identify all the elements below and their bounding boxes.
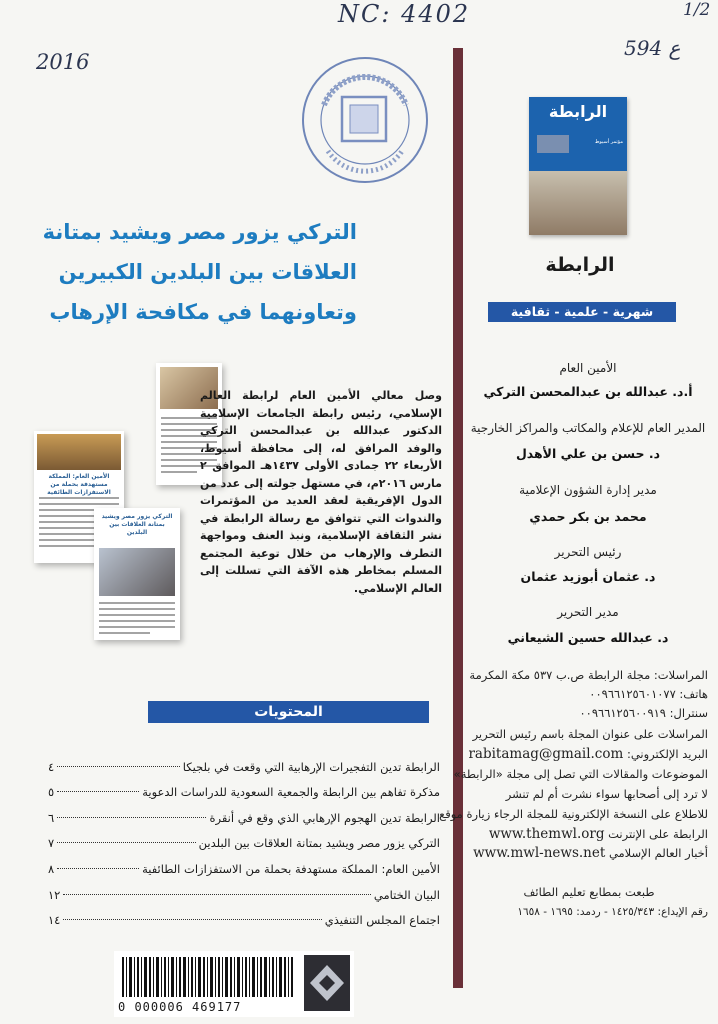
reference-number-annotation: 594 ع: [624, 36, 681, 60]
email-link[interactable]: rabitamag@gmail.com: [468, 746, 624, 762]
staff-role: مدير إدارة الشؤون الإعلامية: [519, 483, 657, 497]
contact-note: للاطلاع على النسخة الإلكترونية للمجلة الرجاء زيارة موقع: [439, 807, 708, 821]
contents-item[interactable]: [48, 799, 440, 825]
contents-item-title: مذكرة تفاهم بين الرابطة والجمعية السعودية للدراسات الدعوية: [142, 785, 440, 800]
headline-line: وتعاونهما في مكافحة الإرهاب: [49, 300, 357, 324]
thumbnail-photo: [99, 548, 175, 596]
staff-name: د. حسن بن علي الأهدل: [515, 446, 661, 461]
magazine-cover[interactable]: [529, 97, 627, 235]
staff-role: المدير العام للإعلام والمكاتب والمراكز الخارجية: [470, 421, 706, 435]
contents-item[interactable]: [48, 825, 440, 851]
thumbnail-caption: التركي يزور مصر ويشيد بمتانة العلاقات بين البلدين: [101, 513, 173, 536]
contents-item[interactable]: [48, 902, 440, 928]
website-label: الرابطة على الإنترنت: [608, 827, 708, 841]
deposit-number: رقم الإيداع: ١٤٢٥/٣٤٣ - ردمد: ١٦٩٥ - ١٦٥٨: [517, 906, 708, 918]
year-annotation: 2016: [36, 50, 90, 74]
contents-item-page: ٥: [48, 785, 55, 800]
barcode-number: 0 000006 469177: [118, 1000, 242, 1014]
magazine-name: الرابطة: [545, 254, 615, 276]
thumbnail-photo: [37, 434, 121, 470]
contents-item[interactable]: [48, 774, 440, 800]
page-fraction-annotation: 1/2: [683, 0, 711, 20]
library-stamp: [298, 53, 432, 187]
article-thumbnail-3: [94, 508, 180, 640]
email-label: البريد الإلكتروني:: [626, 747, 708, 761]
staff-role: رئيس التحرير: [554, 545, 622, 559]
contact-note: الموضوعات والمقالات التي تصل إلى مجلة «الرابطة»: [453, 767, 708, 781]
contents-item-title: البيان الختامي: [373, 887, 440, 902]
cover-title: الرابطة: [548, 102, 608, 121]
contents-item-title: الرابطة تدين الهجوم الإرهابي الذي وقع في أنقرة: [209, 810, 440, 825]
website-label: أخبار العالم الإسلامي: [608, 846, 708, 860]
barcode: [114, 951, 354, 1017]
staff-name: د. عثمان أبوزيد عثمان: [520, 569, 656, 584]
contents-item-page: ١٤: [48, 913, 61, 928]
staff-name: د. عبدالله حسين الشيعاني: [507, 630, 669, 645]
contents-item[interactable]: [48, 748, 440, 774]
printer-info: طبعت بمطابع تعليم الطائف: [523, 885, 655, 899]
contents-item-page: ٨: [48, 861, 55, 876]
contents-list: [48, 748, 440, 927]
contents-item[interactable]: [48, 850, 440, 876]
staff-role: مدير التحرير: [557, 605, 619, 619]
staff-name: أ.د. عبدالله بن عبدالمحسن التركي: [483, 384, 693, 399]
contact-website-row: [470, 845, 708, 861]
headline-line: التركي يزور مصر ويشيد بمتانة: [42, 220, 357, 244]
contents-header: المحتويات: [148, 701, 429, 723]
website-link[interactable]: www.mwl-news.net: [473, 845, 606, 861]
headline-line: العلاقات بين البلدين الكبيرين: [58, 260, 357, 284]
cover-caption: مؤتمر أسيوط: [594, 139, 623, 145]
contents-item-page: ٦: [48, 810, 55, 825]
article-headline: [12, 212, 357, 332]
contact-fax: سنترال: ٠٠٩٦٦١٢٥٦٠٠٩١٩: [579, 706, 708, 720]
contents-item-page: ١٢: [48, 887, 61, 902]
staff-name: محمد بن بكر حمدي: [529, 509, 647, 524]
website-link[interactable]: www.themwl.org: [488, 826, 605, 842]
contents-item-title: اجتماع المجلس التنفيذي: [324, 913, 440, 928]
thumbnail-caption: الأمين العام: المملكة مستهدفة بحملة من الاستفزازات الطائفية: [47, 473, 111, 496]
contents-item-page: ٧: [48, 836, 55, 851]
contents-item-page: ٤: [48, 759, 55, 774]
contents-item-title: الأمين العام: المملكة مستهدفة بحملة من الاستفزازات الطائفية: [142, 861, 440, 876]
staff-role: الأمين العام: [559, 361, 617, 375]
contact-email-row: [470, 746, 708, 762]
contact-editor-note: المراسلات على عنوان المجلة باسم رئيس التحرير: [472, 727, 708, 741]
magazine-subtitle: شهرية - علمية - ثقافية: [488, 302, 676, 322]
contents-item[interactable]: [48, 876, 440, 902]
article-intro-text: وصل معالي الأمين العام لرابطة العالم الإسلامي، رئيس رابطة الجامعات الإسلامية الدكتور عبدالله بن عبدالمحسن التركي والوفد المرافق له، إلى محافظة أسيوط، الأربعاء ٢٢ جمادى الأولى ١٤٣٧هـ الموافق ٢ مارس ٢٠١٦م، في مستهل جولته إلى عدد من الدول الإفريقية لعقد العديد من المؤتمرات والندوات التي تتوافق مع رسالة الرابطة في نشر الثقافة الإسلامية، ونبذ العنف ومواجهة التطرف والإرهاب من خلال توعية المجتمع المسلم بمخاطر هذه الآفة التي تسللت إلى العالم الإسلامي.: [200, 389, 442, 595]
contents-item-title: الرابطة تدين التفجيرات الإرهابية التي وقعت في بلجيكا: [182, 759, 440, 774]
column-divider: [453, 48, 463, 988]
contact-address: المراسلات: مجلة الرابطة ص.ب ٥٣٧ مكة المكرمة: [469, 668, 708, 682]
cover-photo-main: [529, 171, 627, 235]
contact-phone: هاتف: ٠٠٩٦٦١٢٥٦٠١٠٧٧: [589, 687, 708, 701]
contents-item-title: التركي يزور مصر ويشيد بمتانة العلاقات بين البلدين: [198, 836, 440, 851]
cover-photo-small: [537, 135, 569, 153]
nc-number-annotation: NC: 4402: [338, 0, 471, 28]
contact-note: لا ترد إلى أصحابها سواء نشرت أم لم تنشر: [505, 787, 708, 801]
contact-website-row: [470, 826, 708, 842]
